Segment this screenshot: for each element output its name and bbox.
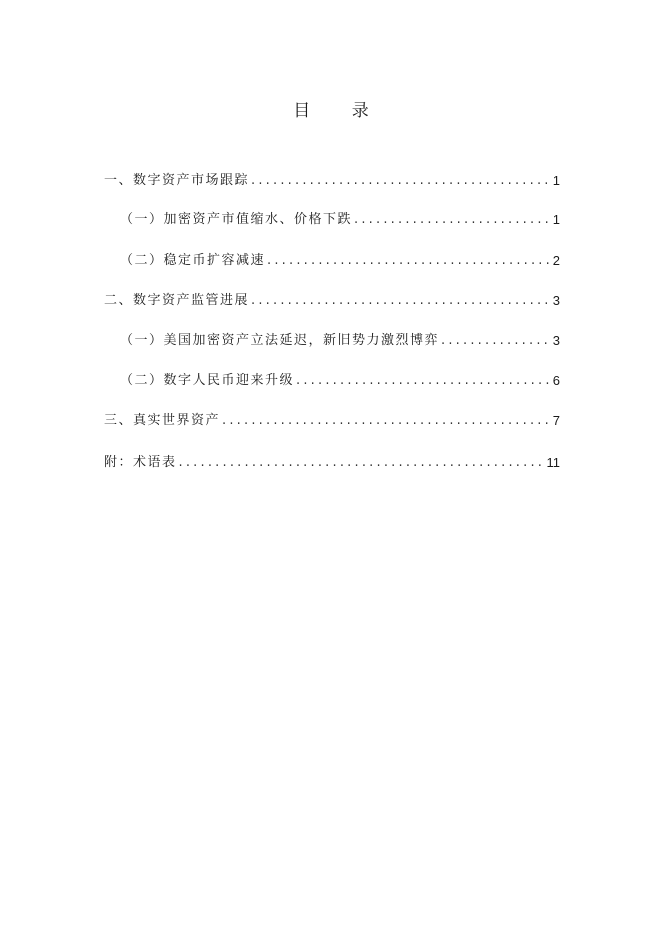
toc-entry-page: 7 [552, 413, 560, 428]
toc-entry-label: （二）稳定币扩容减速 [120, 253, 266, 268]
toc-entry-label: 附：术语表 [104, 455, 177, 470]
toc-leader-dots [441, 330, 549, 352]
toc-entry-page: 6 [552, 373, 560, 388]
toc-entry-page: 11 [546, 455, 560, 470]
toc-entry-label: 一、数字资产市场跟踪 [104, 173, 250, 188]
page-title: 目 录 [293, 101, 387, 121]
toc-entry-label: （二）数字人民币迎来升级 [120, 373, 295, 388]
toc-entry-crypto-market-cap[interactable] [120, 209, 560, 231]
toc-leader-dots [267, 250, 549, 272]
toc-leader-dots [251, 290, 549, 312]
toc-entry-label: （一）美国加密资产立法延迟，新旧势力激烈博弈 [120, 333, 440, 348]
toc-leader-dots [179, 452, 543, 474]
toc-entry-glossary[interactable] [104, 452, 560, 474]
toc-entry-digital-rmb[interactable] [120, 370, 560, 392]
toc-leader-dots [296, 370, 549, 392]
toc-entry-us-legislation[interactable] [120, 330, 560, 352]
toc-entry-label: （一）加密资产市值缩水、价格下跌 [120, 212, 353, 227]
toc-entry-market-tracking[interactable] [104, 170, 560, 192]
toc-leader-dots [251, 170, 549, 192]
toc-entry-stablecoin[interactable] [120, 250, 560, 272]
toc-entry-page: 1 [552, 173, 560, 188]
toc-entry-label: 三、真实世界资产 [104, 413, 221, 428]
toc-entry-page: 2 [552, 253, 560, 268]
toc-entry-rwa[interactable] [104, 410, 560, 432]
toc-entry-page: 3 [552, 293, 560, 308]
toc-entry-label: 二、数字资产监管进展 [104, 293, 250, 308]
toc-leader-dots [222, 410, 549, 432]
toc-entry-page: 3 [552, 333, 560, 348]
toc-entry-regulation[interactable] [104, 290, 560, 312]
toc-entry-page: 1 [552, 212, 560, 227]
toc-leader-dots [354, 209, 549, 231]
